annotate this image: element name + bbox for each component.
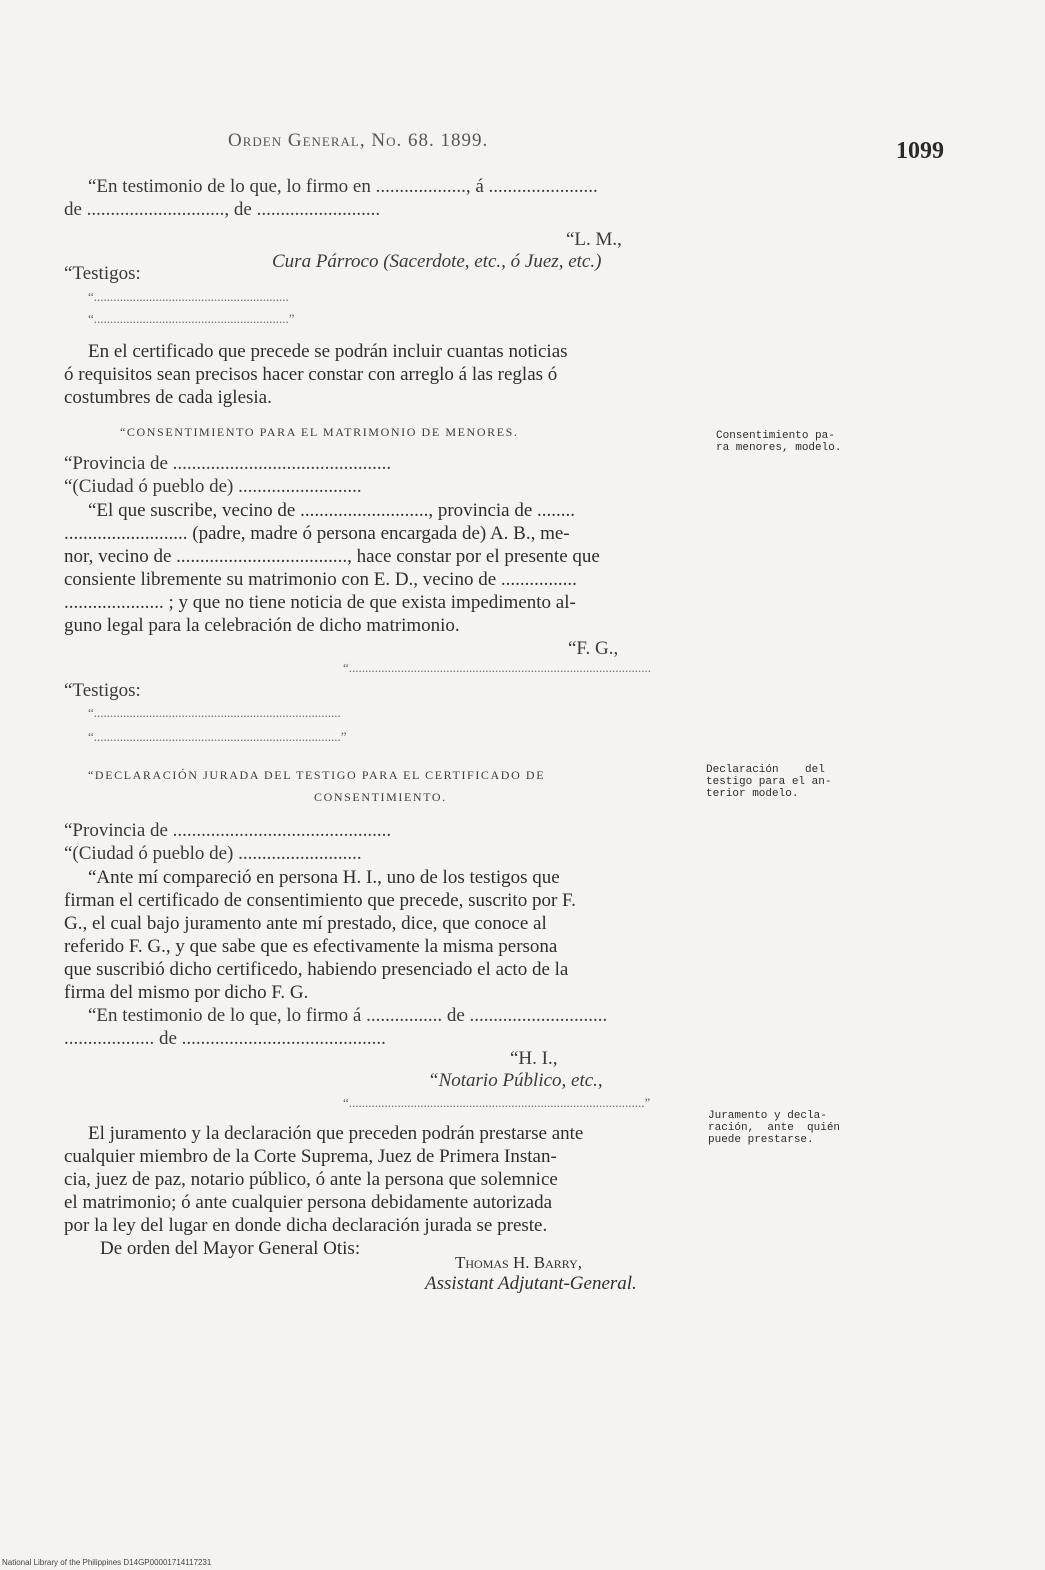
section-heading-consent: “CONSENTIMIENTO PARA EL MATRIMONIO DE MENORES. [120,425,519,439]
consent-body-line-1: “El que suscribe, vecino de ..........................., provincia de ........ [88,500,576,521]
oath-paragraph-line-5: por la ley del lugar en donde dicha declaración jurada se preste. [64,1215,548,1236]
closing-order: De orden del Mayor General Otis: [100,1238,361,1259]
witness-line-3: “............................................................................ [88,705,341,720]
testimony-line-3: “En testimonio de lo que, lo firmo á ................ de ............................. [88,1005,608,1026]
running-header: Orden General, No. 68. 1899. [228,130,489,151]
testimony-line-4: ................... de ........................................... [64,1028,386,1049]
declaration-body-line-1: “Ante mí compareció en persona H. I., uno de los testigos que [88,867,560,888]
consent-body-line-4: consiente libremente su matrimonio con E. D., vecino de ................ [64,569,577,590]
declaration-body-line-4: referido F. G., y que sabe que es efectivamente la misma persona [64,936,558,957]
city-line-2: “(Ciudad ó pueblo de) .......................... [64,843,362,864]
declaration-body-line-2: firman el certificado de consentimiento que precede, suscrito por F. [64,890,576,911]
declaration-body-line-3: G., el cual bajo juramento ante mí prestado, dice, que conoce al [64,913,547,934]
note-paragraph-line-1: En el certificado que precede se podrán incluir cuantas noticias [88,341,568,362]
witnesses-label: “Testigos: [64,263,141,284]
oath-paragraph-line-1: El juramento y la declaración que preceden podrán prestarse ante [88,1123,584,1144]
consent-body-line-3: nor, vecino de ...................................., hace constar por el presente que [64,546,600,567]
side-note-declaration: Declaración del testigo para el an- terior modelo. [706,764,832,800]
city-line: “(Ciudad ó pueblo de) .......................... [64,476,362,497]
signature-hi: “H. I., [510,1048,558,1069]
witnesses-label-2: “Testigos: [64,680,141,701]
note-paragraph-line-2: ó requisitos sean precisos hacer constar con arreglo á las reglas ó [64,364,558,385]
side-note-consent: Consentimiento pa- ra menores, modelo. [716,430,842,454]
witness-line-4: “............................................................................” [88,729,347,744]
witness-line-1: “............................................................ [88,289,289,304]
signature-hi-line: “...........................................................................................” [343,1095,651,1110]
signature-fg-line: “............................................................................................. [343,660,652,675]
testimony-line-2: de ............................., de .......................... [64,199,381,220]
declaration-body-line-5: que suscribió dicho certificedo, habiendo presenciado el acto de la [64,959,569,980]
footer-credit: National Library of the Philippines D14GP00001714117231 [2,1558,212,1567]
consent-body-line-5: ..................... ; y que no tiene noticia de que exista impedimento al- [64,592,576,613]
consent-body-line-2: .......................... (padre, madre ó persona encargada de) A. B., me- [64,523,570,544]
signature-lm: “L. M., [566,229,622,250]
province-line-2: “Provincia de .............................................. [64,820,392,841]
oath-paragraph-line-2: cualquier miembro de la Corte Suprema, Juez de Primera Instan- [64,1146,557,1167]
closing-title: Assistant Adjutant-General. [425,1273,637,1294]
section-heading-declaration: “DECLARACIÓN JURADA DEL TESTIGO PARA EL CERTIFICADO DE [88,768,546,782]
consent-body-line-6: guno legal para la celebración de dicho matrimonio. [64,615,460,636]
closing-name: Thomas H. Barry, [455,1253,583,1272]
signature-hi-role: “Notario Público, etc., [428,1070,603,1091]
oath-paragraph-line-4: el matrimonio; ó ante cualquier persona debidamente autorizada [64,1192,552,1213]
signature-lm-role: Cura Párroco (Sacerdote, etc., ó Juez, etc.) [272,251,602,272]
oath-paragraph-line-3: cia, juez de paz, notario público, ó ante la persona que solemnice [64,1169,558,1190]
section-heading-declaration-2: CONSENTIMIENTO. [314,790,447,804]
testimony-line-1: “En testimonio de lo que, lo firmo en ..................., á ....................... [88,176,598,197]
note-paragraph-line-3: costumbres de cada iglesia. [64,387,272,408]
declaration-body-line-6: firma del mismo por dicho F. G. [64,982,309,1003]
page-number: 1099 [896,138,944,164]
side-note-oath: Juramento y decla- ración, ante quién puede prestarse. [708,1110,841,1146]
witness-line-2: “............................................................” [88,311,295,326]
signature-fg: “F. G., [568,638,619,659]
province-line: “Provincia de .............................................. [64,453,392,474]
